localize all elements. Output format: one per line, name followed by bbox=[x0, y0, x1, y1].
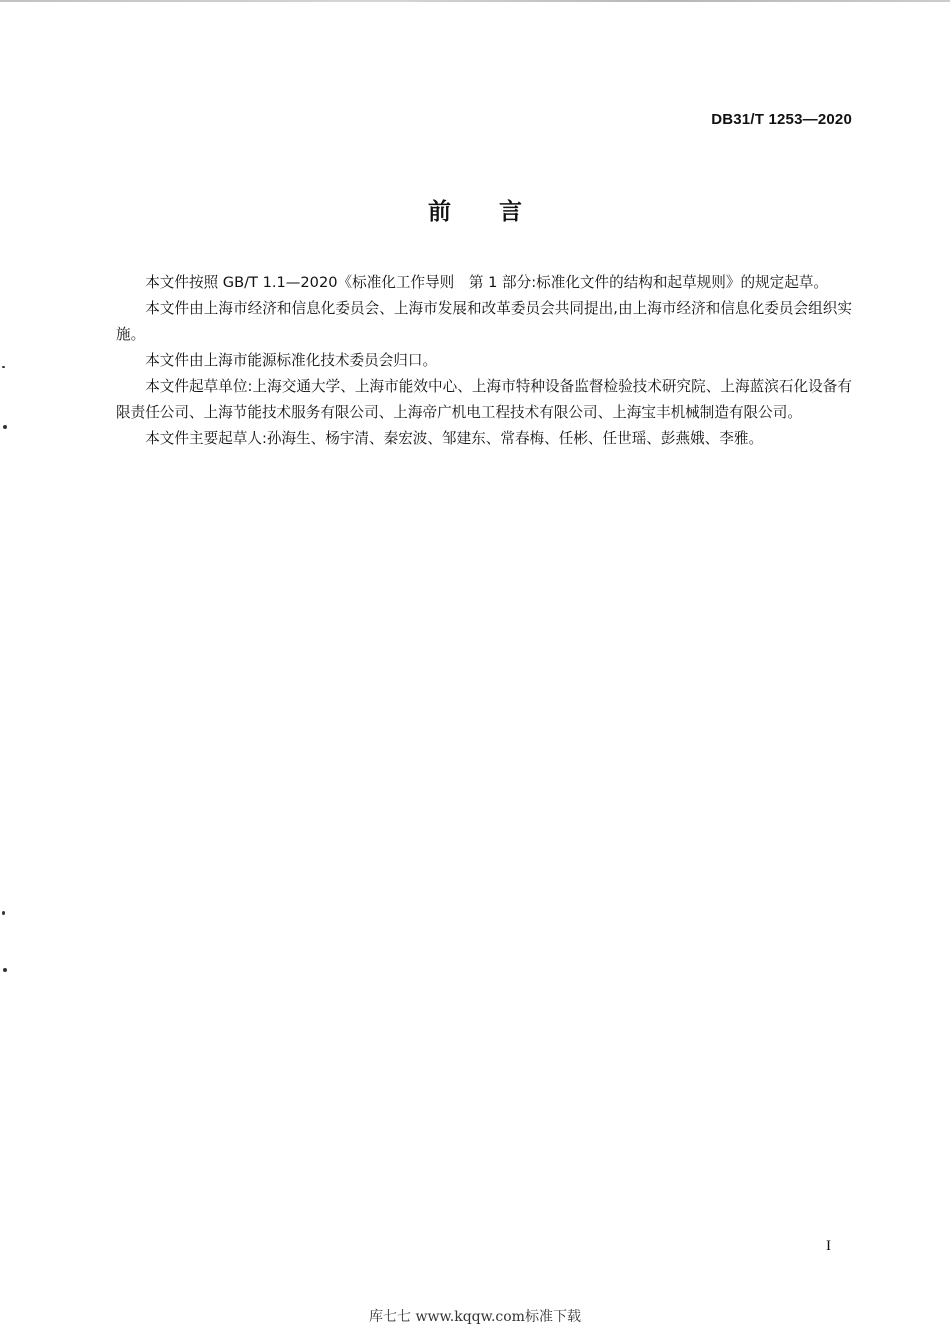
scan-speck bbox=[3, 968, 7, 972]
page-number: I bbox=[826, 1238, 831, 1254]
page-title bbox=[0, 193, 950, 226]
paragraph-centralized-unit: 本文件由上海市能源标准化技术委员会归口。 bbox=[145, 352, 438, 369]
paragraph-proposer: 本文件由上海市经济和信息化委员会、上海市发展和改革委员会共同提出,由上海市经济和信息化委员会组织实施。 bbox=[116, 300, 852, 343]
foreword-body bbox=[116, 270, 852, 452]
top-scan-edge bbox=[0, 0, 950, 2]
paragraph-drafters: 本文件主要起草人:孙海生、杨宇清、秦宏波、邹建东、常春梅、任彬、任世瑶、彭燕娥、李雅。 bbox=[145, 430, 764, 447]
scan-speck bbox=[2, 366, 5, 368]
footer-watermark: 库七七 www.kqqw.com标准下载 bbox=[369, 1309, 581, 1325]
paragraph-drafting-units: 本文件起草单位:上海交通大学、上海市能效中心、上海市特种设备监督检验技术研究院、上海蓝滨石化设备有限责任公司、上海节能技术服务有限公司、上海帝广机电工程技术有限公司、上海宝丰机械制造有限公司。 bbox=[116, 378, 852, 421]
document-code: DB31/T 1253—2020 bbox=[711, 111, 852, 128]
scan-speck bbox=[3, 425, 7, 429]
scan-speck bbox=[2, 911, 5, 915]
paragraph-drafting-basis: 本文件按照 GB/T 1.1—2020《标准化工作导则 第 1 部分:标准化文件的结构和起草规则》的规定起草。 bbox=[145, 274, 829, 291]
title-char-1: 前 bbox=[428, 199, 451, 225]
title-char-2: 言 bbox=[499, 199, 522, 225]
